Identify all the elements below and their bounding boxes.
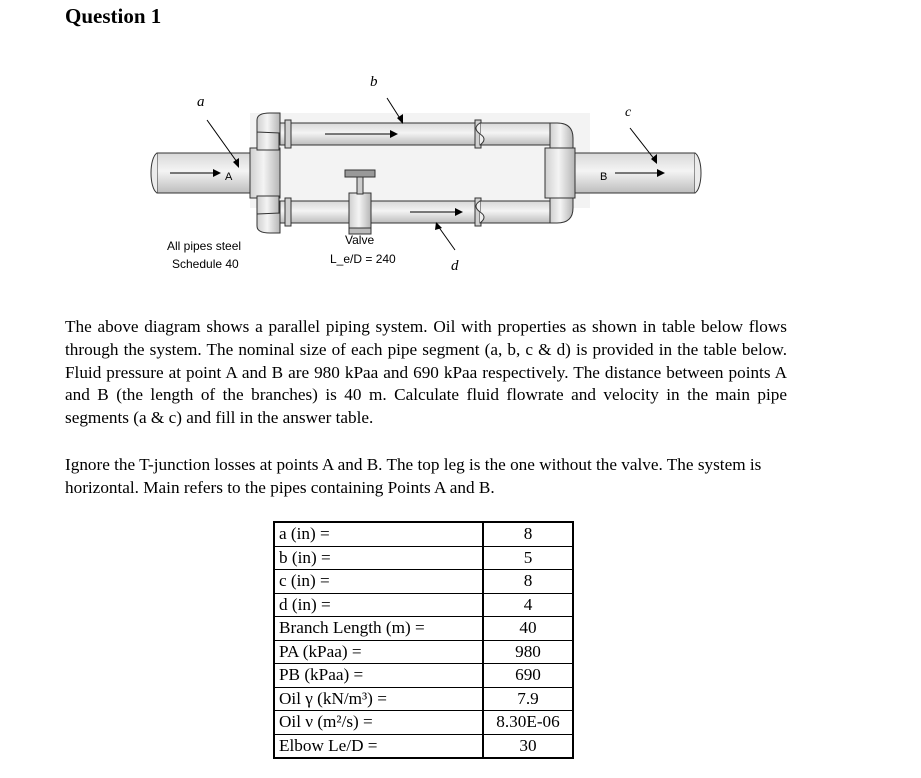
segment-d-pointer [438, 226, 455, 250]
point-a-label: A [225, 171, 233, 183]
segment-d-label: d [451, 258, 459, 274]
row-value: 8 [483, 522, 573, 546]
main-pipe-right [575, 153, 701, 193]
segment-a-label: a [197, 94, 205, 110]
row-label: Oil ν (m²/s) = [274, 711, 483, 735]
right-tee [545, 148, 575, 198]
segment-c-label: c [625, 105, 632, 120]
table-row [274, 570, 573, 594]
row-value: 4 [483, 593, 573, 617]
table-row [274, 640, 573, 664]
table-row [274, 734, 573, 758]
table-row [274, 522, 573, 546]
row-label: d (in) = [274, 593, 483, 617]
row-label: PB (kPaa) = [274, 664, 483, 688]
row-value: 8 [483, 570, 573, 594]
table-row [274, 664, 573, 688]
row-value: 40 [483, 617, 573, 641]
valve-ratio-caption: L_e/D = 240 [330, 252, 396, 266]
table-row [274, 593, 573, 617]
row-label: c (in) = [274, 570, 483, 594]
row-label: a (in) = [274, 522, 483, 546]
row-label: Branch Length (m) = [274, 617, 483, 641]
table-row [274, 687, 573, 711]
assumptions-paragraph: Ignore the T-junction losses at points A and B. The top leg is the one without the valve. The system is horizontal. Main refers to the pipes containing Points A and B. [65, 455, 762, 497]
main-pipe-left [151, 153, 252, 193]
row-value: 7.9 [483, 687, 573, 711]
question-heading: Question 1 [65, 4, 162, 28]
properties-table [273, 521, 574, 759]
elbow-lower-left [257, 213, 280, 233]
row-value: 690 [483, 664, 573, 688]
valve-caption: Valve [345, 233, 375, 247]
segment-b-label: b [370, 74, 378, 90]
elbow-upper-left [257, 113, 280, 133]
row-value: 980 [483, 640, 573, 664]
material-caption-line1: All pipes steel [167, 239, 242, 253]
table-row [274, 617, 573, 641]
table-row [274, 711, 573, 735]
row-value: 30 [483, 734, 573, 758]
material-caption-line2: Schedule 40 [172, 257, 239, 271]
piping-diagram [145, 58, 715, 298]
table-row [274, 546, 573, 570]
row-label: Oil γ (kN/m³) = [274, 687, 483, 711]
row-value: 5 [483, 546, 573, 570]
problem-paragraph: The above diagram shows a parallel piping system. Oil with properties as shown in table below flows through the system. The nominal size of each pipe segment (a, b, c & d) is provided in the table below. Fluid pressure at point A and B are 980 kPaa and 690 kPaa respectively. The distance between points A and B (the length of the branches) is 40 m. Calculate fluid flowrate and velocity in the main pipe segments (a & c) and fill in the answer table. [65, 317, 787, 428]
row-label: PA (kPaa) = [274, 640, 483, 664]
row-value: 8.30E-06 [483, 711, 573, 735]
row-label: b (in) = [274, 546, 483, 570]
row-label: Elbow Le/D = [274, 734, 483, 758]
point-b-label: B [600, 171, 608, 183]
